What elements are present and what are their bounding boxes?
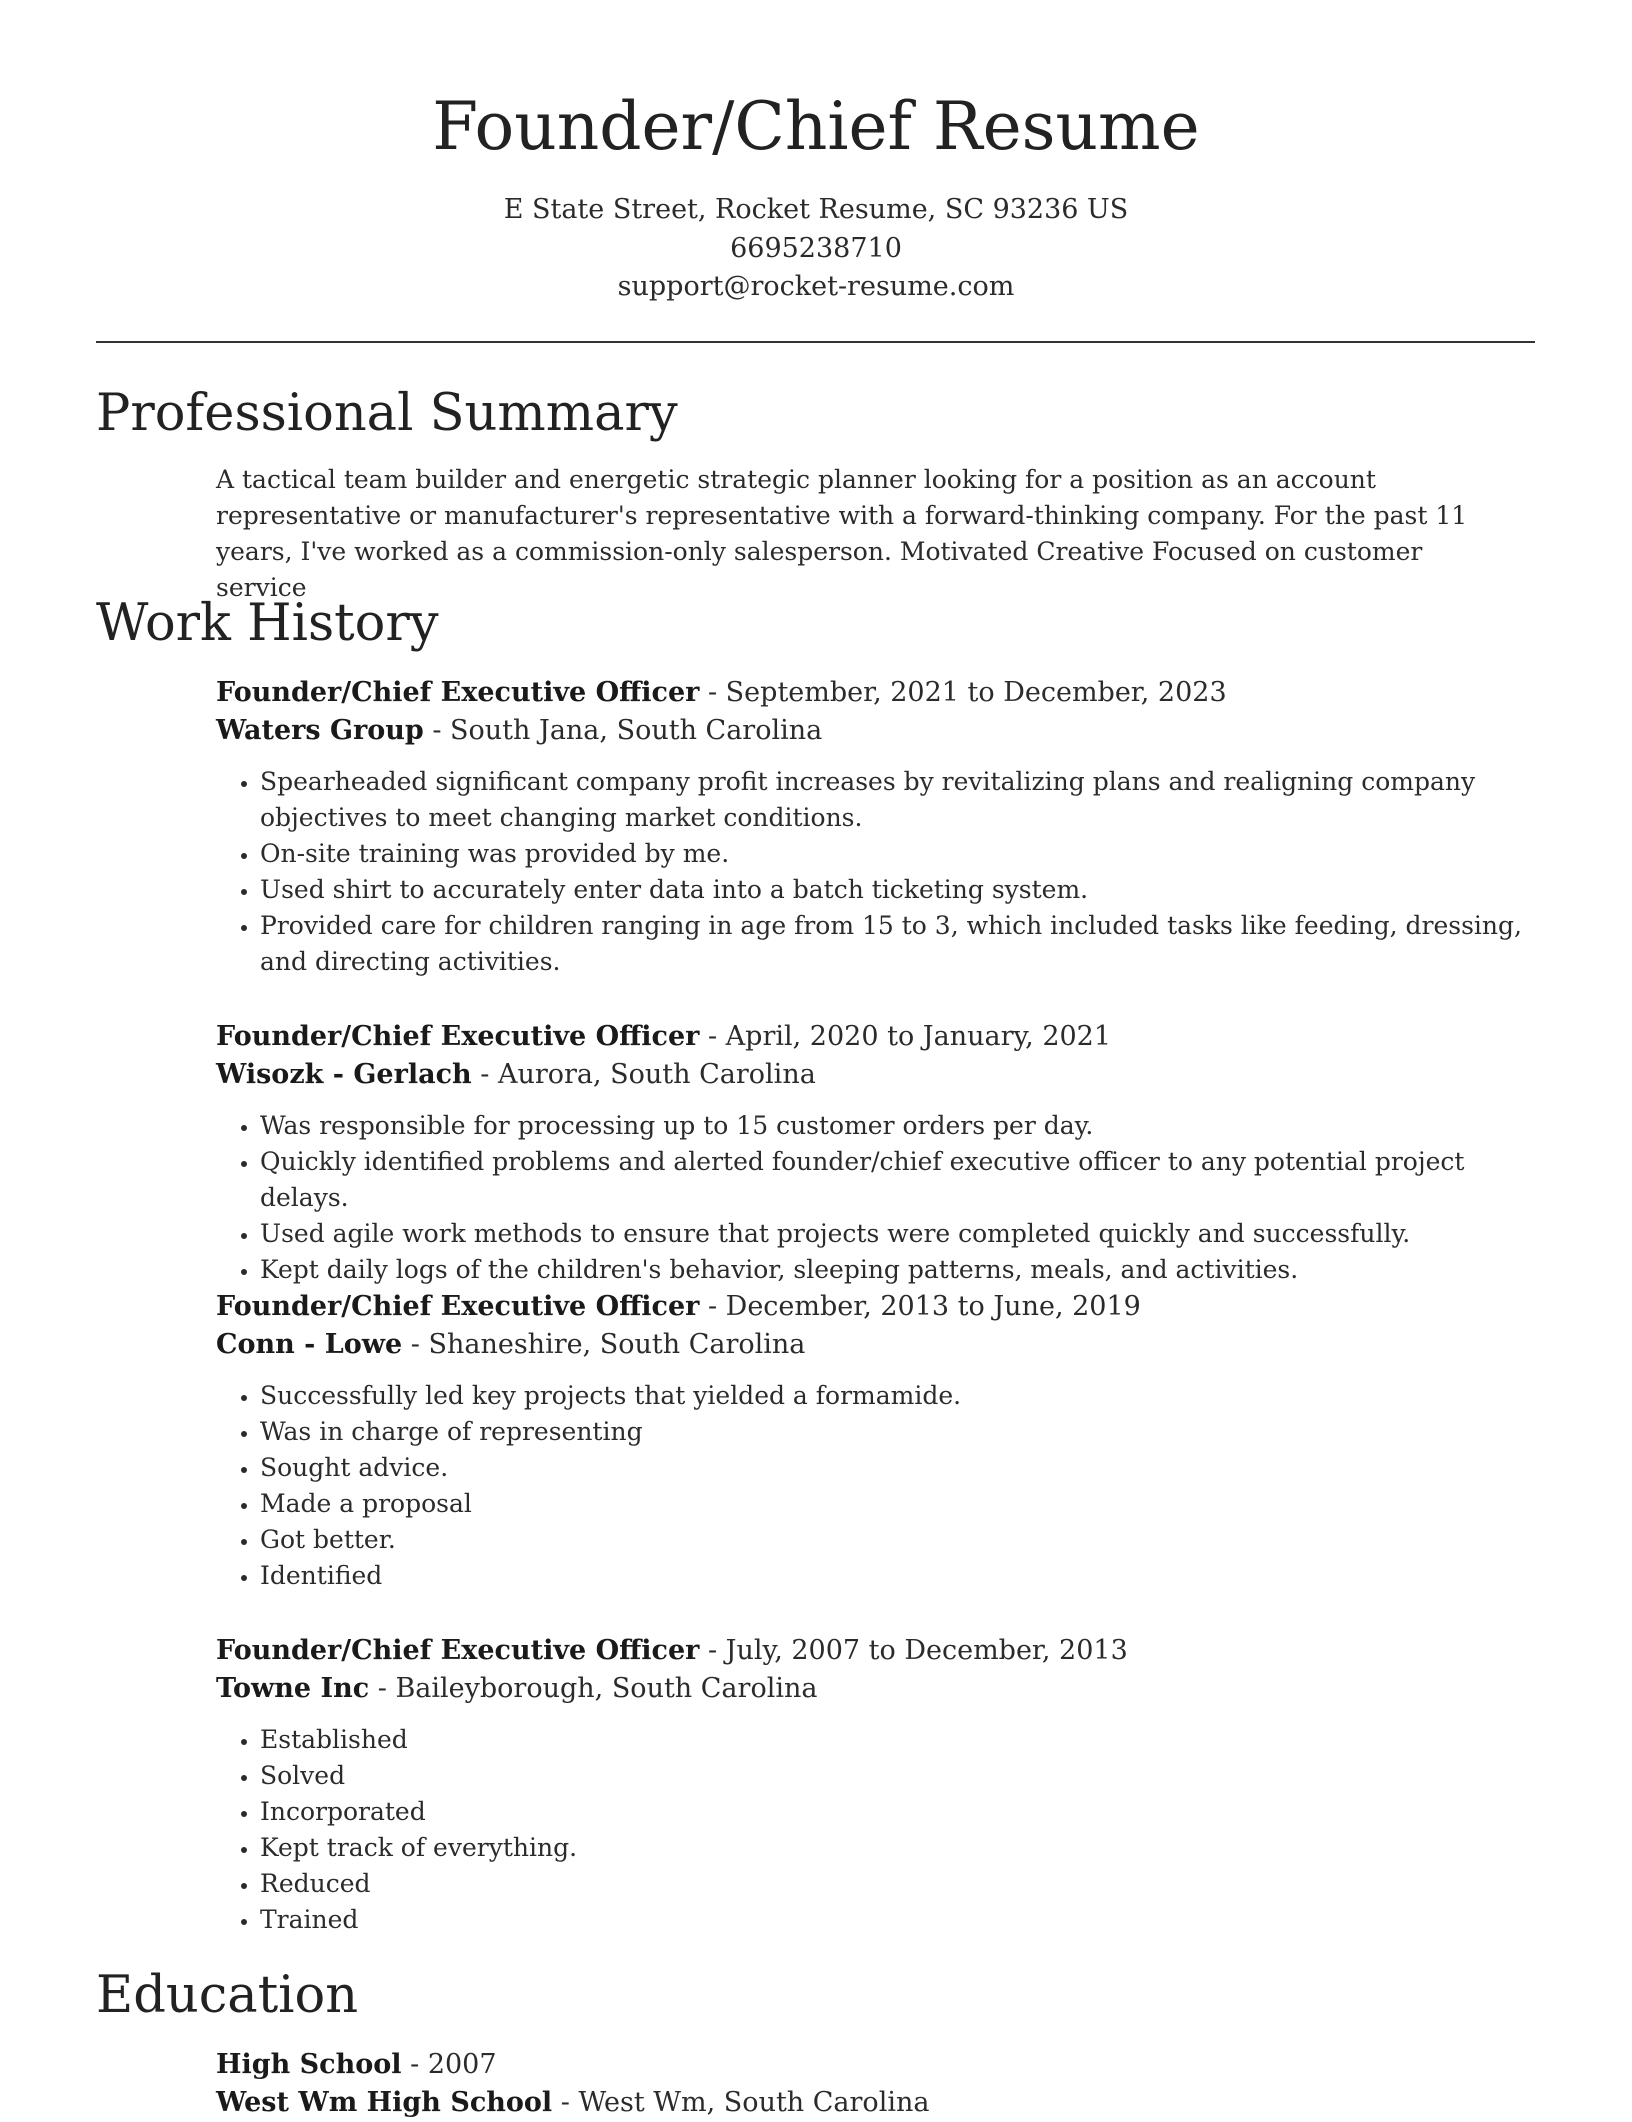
work-history-heading: Work History [96, 594, 439, 653]
job-entry [216, 1632, 1536, 1938]
job-bullet: • Kept daily logs of the children's behavior, sleeping patterns, meals, and activities. [260, 1252, 1536, 1288]
job-bullet: • Incorporated [260, 1794, 1536, 1830]
education-degree: High School [216, 2049, 402, 2080]
job-company: Wisozk - Gerlach [216, 1059, 472, 1090]
job-title-line [216, 1018, 1536, 1056]
education-entry [216, 2046, 1536, 2122]
job-location: - Baileyborough, South Carolina [369, 1673, 818, 1704]
job-title: Founder/Chief Executive Officer [216, 1021, 700, 1052]
job-bullet: • Trained [260, 1902, 1536, 1938]
job-location: - Aurora, South Carolina [471, 1059, 816, 1090]
job-title-line [216, 1632, 1536, 1670]
job-title: Founder/Chief Executive Officer [216, 1635, 700, 1666]
contact-address: E State Street, Rocket Resume, SC 93236 US [503, 194, 1129, 225]
page-title: Founder/Chief Resume [432, 88, 1200, 165]
job-bullet: • Was in charge of representing [260, 1414, 1536, 1450]
job-title: Founder/Chief Executive Officer [216, 1291, 700, 1322]
job-title: Founder/Chief Executive Officer [216, 677, 700, 708]
job-bullet: • Made a proposal [260, 1486, 1536, 1522]
education-location: - West Wm, South Carolina [552, 2087, 930, 2118]
job-dates: - December, 2013 to June, 2019 [699, 1291, 1141, 1322]
job-entry [216, 674, 1536, 980]
job-dates: - September, 2021 to December, 2023 [699, 677, 1227, 708]
job-bullet: • Reduced [260, 1866, 1536, 1902]
job-bullet: • Successfully led key projects that yielded a formamide. [260, 1378, 1536, 1414]
job-bullet: • Kept track of everything. [260, 1830, 1536, 1866]
contact-phone: 6695238710 [730, 233, 902, 264]
education-year: - 2007 [401, 2049, 497, 2080]
job-bullet: • Solved [260, 1758, 1536, 1794]
job-company-line [216, 1056, 1536, 1094]
education-school: West Wm High School [216, 2087, 553, 2118]
job-company: Towne Inc [216, 1673, 370, 1704]
education-school-line [216, 2084, 1536, 2122]
job-company-line [216, 1326, 1536, 1364]
job-bullet: • Used shirt to accurately enter data into a batch ticketing system. [260, 872, 1536, 908]
education-heading: Education [96, 1966, 359, 2025]
job-dates: - April, 2020 to January, 2021 [699, 1021, 1112, 1052]
job-company-line [216, 1670, 1536, 1708]
job-entry [216, 1018, 1536, 1288]
summary-heading: Professional Summary [96, 384, 678, 443]
job-bullets [216, 1722, 1536, 1938]
job-company: Conn - Lowe [216, 1329, 403, 1360]
job-bullets [216, 1108, 1536, 1288]
job-bullet: • Sought advice. [260, 1450, 1536, 1486]
job-location: - Shaneshire, South Carolina [402, 1329, 806, 1360]
job-bullet: • On-site training was provided by me. [260, 836, 1536, 872]
job-bullet: • Provided care for children ranging in age from 15 to 3, which included tasks like feeding, dressing, and directing activities. [260, 908, 1536, 980]
job-bullet: • Quickly identified problems and alerted founder/chief executive officer to any potential project delays. [260, 1144, 1536, 1216]
summary-text: A tactical team builder and energetic strategic planner looking for a position as an account representative or manufacturer's representative with a forward-thinking company. For the past 11 years, I've worked as a commission-only salesperson. Motivated Creative Focused on customer service [216, 465, 1468, 602]
job-entry [216, 1288, 1536, 1594]
job-dates: - July, 2007 to December, 2013 [699, 1635, 1128, 1666]
job-bullet: • Established [260, 1722, 1536, 1758]
job-bullet: • Spearheaded significant company profit increases by revitalizing plans and realigning company objectives to meet changing market conditions. [260, 764, 1536, 836]
job-bullet: • Used agile work methods to ensure that projects were completed quickly and successfully. [260, 1216, 1536, 1252]
job-bullets [216, 764, 1536, 980]
header-divider [96, 341, 1535, 343]
contact-email[interactable]: support@rocket-resume.com [617, 271, 1015, 302]
job-bullets [216, 1378, 1536, 1594]
education-degree-line [216, 2046, 1536, 2084]
job-title-line [216, 674, 1536, 712]
job-location: - South Jana, South Carolina [423, 715, 823, 746]
job-bullet: • Was responsible for processing up to 15 customer orders per day. [260, 1108, 1536, 1144]
job-title-line [216, 1288, 1536, 1326]
job-company-line [216, 712, 1536, 750]
job-bullet: • Got better. [260, 1522, 1536, 1558]
job-company: Waters Group [216, 715, 424, 746]
job-bullet: • Identified [260, 1558, 1536, 1594]
